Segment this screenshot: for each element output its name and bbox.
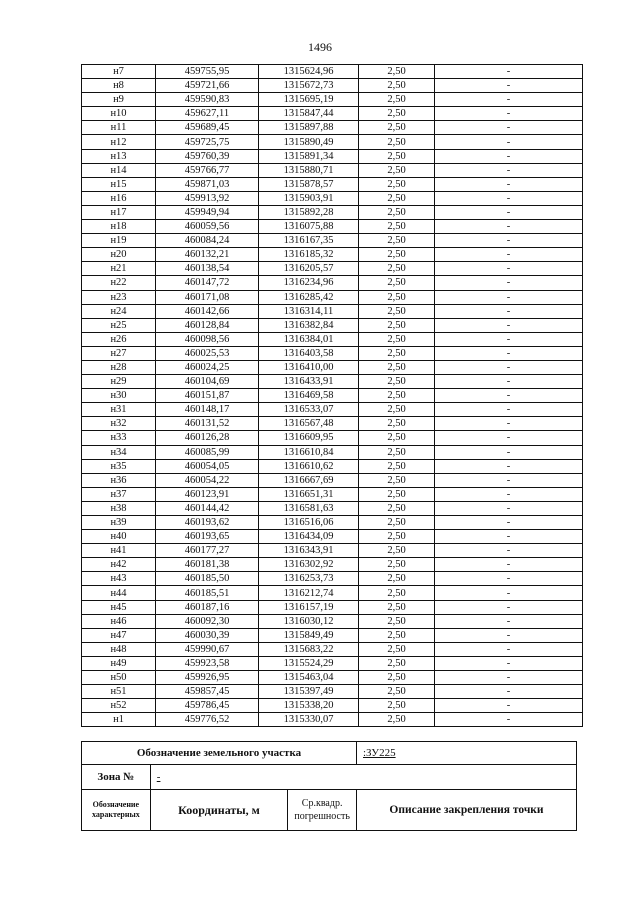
fixing-description-cell: -: [435, 628, 583, 642]
point-name-cell: н35: [82, 459, 156, 473]
mean-square-error-cell: 2,50: [359, 501, 435, 515]
fixing-description-cell: -: [435, 572, 583, 586]
fixing-description-cell: -: [435, 459, 583, 473]
point-name-cell: н26: [82, 332, 156, 346]
mean-square-error-cell: 2,50: [359, 290, 435, 304]
fixing-description-cell: -: [435, 431, 583, 445]
table-row: [82, 445, 583, 459]
x-coordinate-cell: 460185,51: [156, 586, 259, 600]
fixing-description-cell: -: [435, 276, 583, 290]
x-coordinate-cell: 460131,52: [156, 417, 259, 431]
y-coordinate-cell: 1316343,91: [259, 544, 359, 558]
y-coordinate-cell: 1315878,57: [259, 177, 359, 191]
point-name-cell: н19: [82, 234, 156, 248]
table-row: [82, 149, 583, 163]
y-coordinate-cell: 1315897,88: [259, 121, 359, 135]
y-coordinate-cell: 1315892,28: [259, 205, 359, 219]
fixing-description-cell: -: [435, 93, 583, 107]
parcel-row: [82, 742, 577, 765]
x-coordinate-cell: 460193,62: [156, 516, 259, 530]
mean-square-error-cell: 2,50: [359, 530, 435, 544]
x-coordinate-cell: 460177,27: [156, 544, 259, 558]
y-coordinate-cell: 1315524,29: [259, 656, 359, 670]
table-row: [82, 262, 583, 276]
coordinates-table: [81, 64, 583, 727]
fixing-description-cell: -: [435, 248, 583, 262]
table-row: [82, 163, 583, 177]
table-row: [82, 65, 583, 79]
fixing-description-cell: -: [435, 642, 583, 656]
mean-square-error-cell: 2,50: [359, 642, 435, 656]
table-row: [82, 572, 583, 586]
mean-square-error-cell: 2,50: [359, 79, 435, 93]
table-row: [82, 431, 583, 445]
fixing-description-cell: -: [435, 656, 583, 670]
x-coordinate-cell: 460181,38: [156, 558, 259, 572]
x-coordinate-cell: 460132,21: [156, 248, 259, 262]
y-coordinate-cell: 1315891,34: [259, 149, 359, 163]
point-name-cell: н34: [82, 445, 156, 459]
table-row: [82, 248, 583, 262]
fixing-description-cell: -: [435, 389, 583, 403]
zone-row: [82, 765, 577, 790]
header-point-designation: Обозначение характерных: [82, 790, 151, 831]
point-name-cell: н33: [82, 431, 156, 445]
table-row: [82, 713, 583, 727]
table-row: [82, 501, 583, 515]
point-name-cell: н36: [82, 473, 156, 487]
y-coordinate-cell: 1316610,62: [259, 459, 359, 473]
point-name-cell: н16: [82, 191, 156, 205]
table-row: [82, 473, 583, 487]
x-coordinate-cell: 460147,72: [156, 276, 259, 290]
mean-square-error-cell: 2,50: [359, 417, 435, 431]
table-row: [82, 544, 583, 558]
header-description: Описание закрепления точки: [357, 790, 577, 831]
fixing-description-cell: -: [435, 586, 583, 600]
table-row: [82, 417, 583, 431]
table-row: [82, 685, 583, 699]
table-row: [82, 516, 583, 530]
y-coordinate-cell: 1316433,91: [259, 375, 359, 389]
point-name-cell: н27: [82, 346, 156, 360]
point-name-cell: н29: [82, 375, 156, 389]
table-row: [82, 107, 583, 121]
fixing-description-cell: -: [435, 65, 583, 79]
x-coordinate-cell: 460030,39: [156, 628, 259, 642]
point-name-cell: н17: [82, 205, 156, 219]
y-coordinate-cell: 1315695,19: [259, 93, 359, 107]
point-name-cell: н7: [82, 65, 156, 79]
mean-square-error-cell: 2,50: [359, 360, 435, 374]
point-name-cell: н18: [82, 220, 156, 234]
point-name-cell: н52: [82, 699, 156, 713]
y-coordinate-cell: 1316075,88: [259, 220, 359, 234]
point-name-cell: н12: [82, 135, 156, 149]
mean-square-error-cell: 2,50: [359, 487, 435, 501]
table-row: [82, 642, 583, 656]
point-name-cell: н43: [82, 572, 156, 586]
point-name-cell: н38: [82, 501, 156, 515]
x-coordinate-cell: 460054,05: [156, 459, 259, 473]
mean-square-error-cell: 2,50: [359, 389, 435, 403]
fixing-description-cell: -: [435, 318, 583, 332]
point-name-cell: н51: [82, 685, 156, 699]
x-coordinate-cell: 460085,99: [156, 445, 259, 459]
mean-square-error-cell: 2,50: [359, 572, 435, 586]
y-coordinate-cell: 1316030,12: [259, 614, 359, 628]
table-row: [82, 403, 583, 417]
page-number: 1496: [308, 40, 332, 54]
x-coordinate-cell: 459627,11: [156, 107, 259, 121]
point-name-cell: н22: [82, 276, 156, 290]
y-coordinate-cell: 1316167,35: [259, 234, 359, 248]
fixing-description-cell: -: [435, 516, 583, 530]
table-row: [82, 346, 583, 360]
y-coordinate-cell: 1315849,49: [259, 628, 359, 642]
fixing-description-cell: -: [435, 375, 583, 389]
mean-square-error-cell: 2,50: [359, 191, 435, 205]
x-coordinate-cell: 460151,87: [156, 389, 259, 403]
table-row: [82, 290, 583, 304]
fixing-description-cell: -: [435, 135, 583, 149]
point-name-cell: н47: [82, 628, 156, 642]
mean-square-error-cell: 2,50: [359, 121, 435, 135]
mean-square-error-cell: 2,50: [359, 685, 435, 699]
point-name-cell: н37: [82, 487, 156, 501]
x-coordinate-cell: 460142,66: [156, 304, 259, 318]
fixing-description-cell: -: [435, 234, 583, 248]
header-coordinates: Координаты, м: [150, 790, 288, 831]
x-coordinate-cell: 459776,52: [156, 713, 259, 727]
mean-square-error-cell: 2,50: [359, 65, 435, 79]
fixing-description-cell: -: [435, 403, 583, 417]
fixing-description-cell: -: [435, 487, 583, 501]
point-name-cell: н32: [82, 417, 156, 431]
x-coordinate-cell: 459725,75: [156, 135, 259, 149]
parcel-value: :ЗУ225: [357, 742, 577, 765]
table-row: [82, 191, 583, 205]
y-coordinate-cell: 1315880,71: [259, 163, 359, 177]
point-name-cell: н28: [82, 360, 156, 374]
y-coordinate-cell: 1316410,00: [259, 360, 359, 374]
mean-square-error-cell: 2,50: [359, 628, 435, 642]
table-row: [82, 121, 583, 135]
table-row: [82, 671, 583, 685]
fixing-description-cell: -: [435, 558, 583, 572]
x-coordinate-cell: 460193,65: [156, 530, 259, 544]
mean-square-error-cell: 2,50: [359, 713, 435, 727]
table-row: [82, 656, 583, 670]
y-coordinate-cell: 1315672,73: [259, 79, 359, 93]
fixing-description-cell: -: [435, 107, 583, 121]
table-row: [82, 79, 583, 93]
table-row: [82, 459, 583, 473]
y-coordinate-cell: 1315903,91: [259, 191, 359, 205]
x-coordinate-cell: 459923,58: [156, 656, 259, 670]
fixing-description-cell: -: [435, 685, 583, 699]
y-coordinate-cell: 1316567,48: [259, 417, 359, 431]
mean-square-error-cell: 2,50: [359, 149, 435, 163]
y-coordinate-cell: 1316302,92: [259, 558, 359, 572]
fixing-description-cell: -: [435, 149, 583, 163]
x-coordinate-cell: 459913,92: [156, 191, 259, 205]
fixing-description-cell: -: [435, 346, 583, 360]
mean-square-error-cell: 2,50: [359, 586, 435, 600]
x-coordinate-cell: 459926,95: [156, 671, 259, 685]
point-name-cell: н50: [82, 671, 156, 685]
point-name-cell: н24: [82, 304, 156, 318]
y-coordinate-cell: 1315624,96: [259, 65, 359, 79]
fixing-description-cell: -: [435, 290, 583, 304]
mean-square-error-cell: 2,50: [359, 276, 435, 290]
y-coordinate-cell: 1316212,74: [259, 586, 359, 600]
point-name-cell: н42: [82, 558, 156, 572]
x-coordinate-cell: 460098,56: [156, 332, 259, 346]
y-coordinate-cell: 1316384,01: [259, 332, 359, 346]
mean-square-error-cell: 2,50: [359, 671, 435, 685]
x-coordinate-cell: 460148,17: [156, 403, 259, 417]
mean-square-error-cell: 2,50: [359, 220, 435, 234]
coordinates-table-body: [82, 65, 583, 727]
table-row: [82, 220, 583, 234]
x-coordinate-cell: 460024,25: [156, 360, 259, 374]
y-coordinate-cell: 1316314,11: [259, 304, 359, 318]
x-coordinate-cell: 460187,16: [156, 600, 259, 614]
header-error: Ср.квадр. погрешность: [288, 790, 357, 831]
mean-square-error-cell: 2,50: [359, 375, 435, 389]
table-row: [82, 487, 583, 501]
y-coordinate-cell: 1316516,06: [259, 516, 359, 530]
y-coordinate-cell: 1316581,63: [259, 501, 359, 515]
table-row: [82, 318, 583, 332]
table-row: [82, 558, 583, 572]
fixing-description-cell: -: [435, 360, 583, 374]
mean-square-error-cell: 2,50: [359, 234, 435, 248]
fixing-description-cell: -: [435, 262, 583, 276]
mean-square-error-cell: 2,50: [359, 205, 435, 219]
y-coordinate-cell: 1316651,31: [259, 487, 359, 501]
point-name-cell: н14: [82, 163, 156, 177]
x-coordinate-cell: 459689,45: [156, 121, 259, 135]
mean-square-error-cell: 2,50: [359, 656, 435, 670]
y-coordinate-cell: 1315890,49: [259, 135, 359, 149]
fixing-description-cell: -: [435, 544, 583, 558]
table-row: [82, 304, 583, 318]
y-coordinate-cell: 1316667,69: [259, 473, 359, 487]
fixing-description-cell: -: [435, 79, 583, 93]
x-coordinate-cell: 459990,67: [156, 642, 259, 656]
x-coordinate-cell: 459721,66: [156, 79, 259, 93]
y-coordinate-cell: 1316205,57: [259, 262, 359, 276]
mean-square-error-cell: 2,50: [359, 459, 435, 473]
mean-square-error-cell: 2,50: [359, 318, 435, 332]
table-row: [82, 135, 583, 149]
mean-square-error-cell: 2,50: [359, 699, 435, 713]
point-name-cell: н45: [82, 600, 156, 614]
fixing-description-cell: -: [435, 713, 583, 727]
x-coordinate-cell: 460171,08: [156, 290, 259, 304]
point-name-cell: н25: [82, 318, 156, 332]
point-name-cell: н49: [82, 656, 156, 670]
x-coordinate-cell: 460054,22: [156, 473, 259, 487]
y-coordinate-cell: 1316469,58: [259, 389, 359, 403]
table-row: [82, 276, 583, 290]
y-coordinate-cell: 1316382,84: [259, 318, 359, 332]
table-row: [82, 234, 583, 248]
fixing-description-cell: -: [435, 614, 583, 628]
y-coordinate-cell: 1315683,22: [259, 642, 359, 656]
x-coordinate-cell: 460185,50: [156, 572, 259, 586]
point-name-cell: н30: [82, 389, 156, 403]
mean-square-error-cell: 2,50: [359, 431, 435, 445]
mean-square-error-cell: 2,50: [359, 332, 435, 346]
point-name-cell: н8: [82, 79, 156, 93]
mean-square-error-cell: 2,50: [359, 262, 435, 276]
fixing-description-cell: -: [435, 220, 583, 234]
point-name-cell: н10: [82, 107, 156, 121]
mean-square-error-cell: 2,50: [359, 304, 435, 318]
parcel-label: Обозначение земельного участка: [82, 742, 357, 765]
table-row: [82, 375, 583, 389]
mean-square-error-cell: 2,50: [359, 403, 435, 417]
fixing-description-cell: -: [435, 699, 583, 713]
point-name-cell: н48: [82, 642, 156, 656]
x-coordinate-cell: 459766,77: [156, 163, 259, 177]
fixing-description-cell: -: [435, 501, 583, 515]
y-coordinate-cell: 1316234,96: [259, 276, 359, 290]
x-coordinate-cell: 460144,42: [156, 501, 259, 515]
mean-square-error-cell: 2,50: [359, 473, 435, 487]
mean-square-error-cell: 2,50: [359, 177, 435, 191]
x-coordinate-cell: 459857,45: [156, 685, 259, 699]
y-coordinate-cell: 1315847,44: [259, 107, 359, 121]
mean-square-error-cell: 2,50: [359, 163, 435, 177]
point-name-cell: н9: [82, 93, 156, 107]
mean-square-error-cell: 2,50: [359, 135, 435, 149]
table-row: [82, 332, 583, 346]
point-name-cell: н46: [82, 614, 156, 628]
fixing-description-cell: -: [435, 473, 583, 487]
point-name-cell: н41: [82, 544, 156, 558]
point-name-cell: н31: [82, 403, 156, 417]
mean-square-error-cell: 2,50: [359, 614, 435, 628]
table-row: [82, 586, 583, 600]
table-row: [82, 530, 583, 544]
y-coordinate-cell: 1316533,07: [259, 403, 359, 417]
zone-label: Зона №: [82, 765, 151, 790]
mean-square-error-cell: 2,50: [359, 600, 435, 614]
x-coordinate-cell: 459590,83: [156, 93, 259, 107]
fixing-description-cell: -: [435, 445, 583, 459]
point-name-cell: н39: [82, 516, 156, 530]
y-coordinate-cell: 1316157,19: [259, 600, 359, 614]
table-row: [82, 93, 583, 107]
fixing-description-cell: -: [435, 191, 583, 205]
column-header-row: [82, 790, 577, 831]
mean-square-error-cell: 2,50: [359, 248, 435, 262]
table-row: [82, 600, 583, 614]
mean-square-error-cell: 2,50: [359, 107, 435, 121]
table-row: [82, 699, 583, 713]
table-row: [82, 360, 583, 374]
y-coordinate-cell: 1316403,58: [259, 346, 359, 360]
table-row: [82, 177, 583, 191]
x-coordinate-cell: 460104,69: [156, 375, 259, 389]
y-coordinate-cell: 1315338,20: [259, 699, 359, 713]
zone-value: -: [150, 765, 576, 790]
x-coordinate-cell: 460059,56: [156, 220, 259, 234]
mean-square-error-cell: 2,50: [359, 346, 435, 360]
y-coordinate-cell: 1316610,84: [259, 445, 359, 459]
mean-square-error-cell: 2,50: [359, 516, 435, 530]
x-coordinate-cell: 459949,94: [156, 205, 259, 219]
x-coordinate-cell: 459760,39: [156, 149, 259, 163]
table-row: [82, 614, 583, 628]
fixing-description-cell: -: [435, 530, 583, 544]
mean-square-error-cell: 2,50: [359, 93, 435, 107]
parcel-header-table: [81, 741, 577, 831]
fixing-description-cell: -: [435, 177, 583, 191]
x-coordinate-cell: 460126,28: [156, 431, 259, 445]
point-name-cell: н11: [82, 121, 156, 135]
table-row: [82, 628, 583, 642]
fixing-description-cell: -: [435, 332, 583, 346]
point-name-cell: н44: [82, 586, 156, 600]
x-coordinate-cell: 460138,54: [156, 262, 259, 276]
point-name-cell: н21: [82, 262, 156, 276]
y-coordinate-cell: 1316185,32: [259, 248, 359, 262]
y-coordinate-cell: 1315397,49: [259, 685, 359, 699]
x-coordinate-cell: 460084,24: [156, 234, 259, 248]
y-coordinate-cell: 1316253,73: [259, 572, 359, 586]
x-coordinate-cell: 460092,30: [156, 614, 259, 628]
table-row: [82, 389, 583, 403]
point-name-cell: н40: [82, 530, 156, 544]
point-name-cell: н23: [82, 290, 156, 304]
mean-square-error-cell: 2,50: [359, 544, 435, 558]
fixing-description-cell: -: [435, 121, 583, 135]
y-coordinate-cell: 1316285,42: [259, 290, 359, 304]
fixing-description-cell: -: [435, 205, 583, 219]
fixing-description-cell: -: [435, 304, 583, 318]
x-coordinate-cell: 460128,84: [156, 318, 259, 332]
fixing-description-cell: -: [435, 163, 583, 177]
y-coordinate-cell: 1315463,04: [259, 671, 359, 685]
mean-square-error-cell: 2,50: [359, 558, 435, 572]
x-coordinate-cell: 460123,91: [156, 487, 259, 501]
mean-square-error-cell: 2,50: [359, 445, 435, 459]
fixing-description-cell: -: [435, 417, 583, 431]
y-coordinate-cell: 1315330,07: [259, 713, 359, 727]
point-name-cell: н1: [82, 713, 156, 727]
table-row: [82, 205, 583, 219]
point-name-cell: н20: [82, 248, 156, 262]
point-name-cell: н13: [82, 149, 156, 163]
fixing-description-cell: -: [435, 671, 583, 685]
y-coordinate-cell: 1316609,95: [259, 431, 359, 445]
x-coordinate-cell: 459755,95: [156, 65, 259, 79]
y-coordinate-cell: 1316434,09: [259, 530, 359, 544]
x-coordinate-cell: 460025,53: [156, 346, 259, 360]
x-coordinate-cell: 459786,45: [156, 699, 259, 713]
fixing-description-cell: -: [435, 600, 583, 614]
point-name-cell: н15: [82, 177, 156, 191]
x-coordinate-cell: 459871,03: [156, 177, 259, 191]
